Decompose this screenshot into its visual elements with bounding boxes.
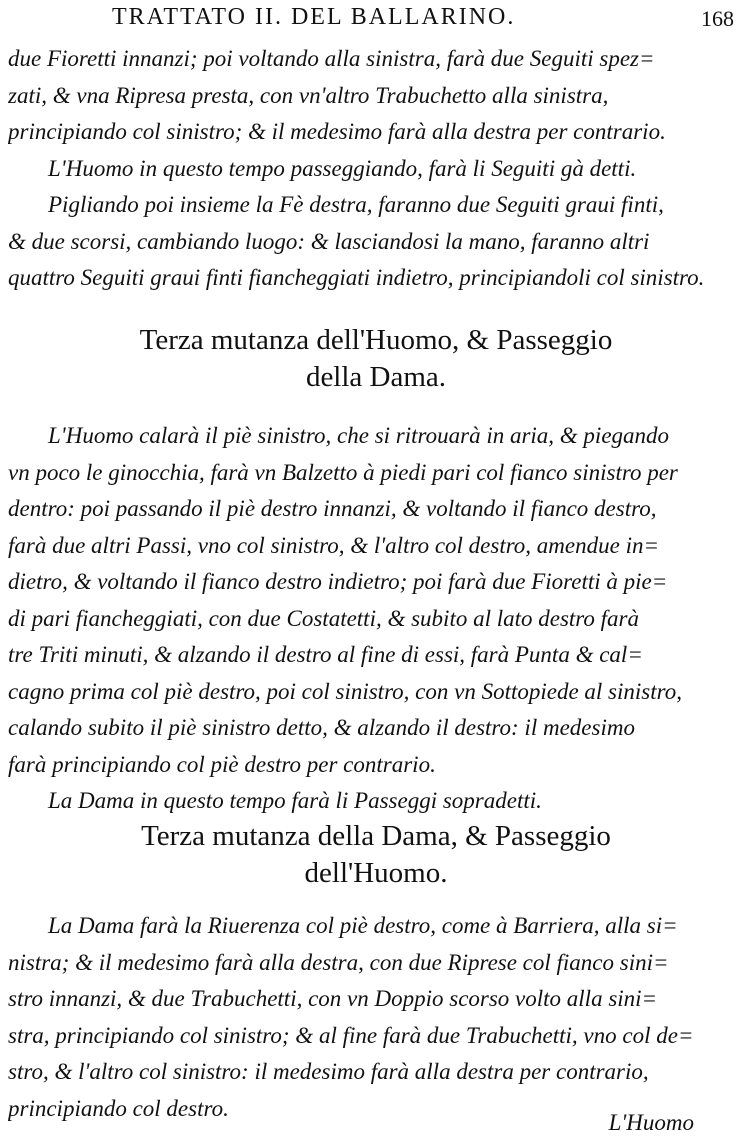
text-line: L'Huomo in questo tempo passeggiando, farà li Seguiti gà detti. bbox=[48, 155, 637, 181]
paragraph-middle bbox=[8, 418, 746, 820]
text-line: quattro Seguiti graui finti fiancheggiati indietro, principiandoli col sinistro. bbox=[8, 265, 705, 290]
text-line: stra, principiando col sinistro; & al fine farà due Trabuchetti, vno col de= bbox=[8, 1022, 694, 1048]
text-line: Pigliando poi insieme la Fè destra, faranno due Seguiti graui finti, bbox=[48, 192, 664, 217]
text-line: zati, & vna Ripresa presta, con vn'altro Trabuchetto alla sinistra, bbox=[8, 82, 609, 108]
running-head bbox=[0, 4, 752, 34]
catchword: L'Huomo bbox=[608, 1110, 694, 1135]
text-line: tre Triti minuti, & alzando il destro al fine di essi, farà Punta & cal= bbox=[8, 642, 643, 667]
heading-line: Terza mutanza della Dama, & Passeggio bbox=[141, 820, 611, 852]
section-heading-1 bbox=[0, 322, 752, 396]
paragraph-bottom bbox=[8, 908, 746, 1127]
text-line: vn poco le ginocchia, farà vn Balzetto à piedi pari col fianco sinistro per bbox=[8, 459, 678, 485]
text-line: di pari fiancheggiati, con due Costatetti, & subito al lato destro farà bbox=[8, 605, 639, 631]
heading-line: Terza mutanza dell'Huomo, & Passeggio bbox=[139, 324, 613, 356]
heading-line: dell'Huomo. bbox=[304, 857, 448, 889]
text-line: L'Huomo calarà il piè sinistro, che si ritrouarà in aria, & piegando bbox=[48, 423, 670, 448]
text-line: & due scorsi, cambiando luogo: & lasciandosi la mano, faranno altri bbox=[8, 228, 650, 254]
page-number: 168 bbox=[701, 6, 734, 31]
text-line: stro, & l'altro col sinistro: il medesimo farà alla destra per contrario, bbox=[8, 1059, 649, 1084]
text-line: principiando col destro. bbox=[8, 1095, 229, 1121]
text-line: principiando col sinistro; & il medesimo farà alla destra per contrario. bbox=[8, 119, 666, 144]
section-heading-2 bbox=[0, 818, 752, 892]
text-line: La Dama in questo tempo farà li Passeggi sopradetti. bbox=[48, 788, 542, 813]
text-line: dentro: poi passando il piè destro innanzi, & voltando il fianco destro, bbox=[8, 496, 657, 521]
text-line: nistra; & il medesimo farà alla destra, con due Riprese col fianco sini= bbox=[8, 949, 669, 975]
heading-line: della Dama. bbox=[305, 361, 447, 393]
text-line: farà due altri Passi, vno col sinistro, & l'altro col destro, amendue in= bbox=[8, 532, 659, 558]
text-line: La Dama farà la Riuerenza col piè destro, come à Barriera, alla si= bbox=[48, 913, 678, 938]
text-line: dietro, & voltando il fianco destro indietro; poi farà due Fioretti à pie= bbox=[8, 569, 668, 594]
text-line: calando subito il piè sinistro detto, & alzando il destro: il medesimo bbox=[8, 715, 635, 740]
running-title: TRATTATO II. DEL BALLARINO. bbox=[112, 4, 516, 30]
text-line: farà principiando col piè destro per contrario. bbox=[8, 751, 436, 777]
text-line: stro innanzi, & due Trabuchetti, con vn Doppio scorso volto alla sini= bbox=[8, 986, 658, 1011]
text-line: due Fioretti innanzi; poi voltando alla sinistra, farà due Seguiti spez= bbox=[8, 46, 655, 71]
text-line: cagno prima col piè destro, poi col sinistro, con vn Sottopiede al sinistro, bbox=[8, 678, 682, 704]
paragraph-top bbox=[8, 41, 746, 297]
